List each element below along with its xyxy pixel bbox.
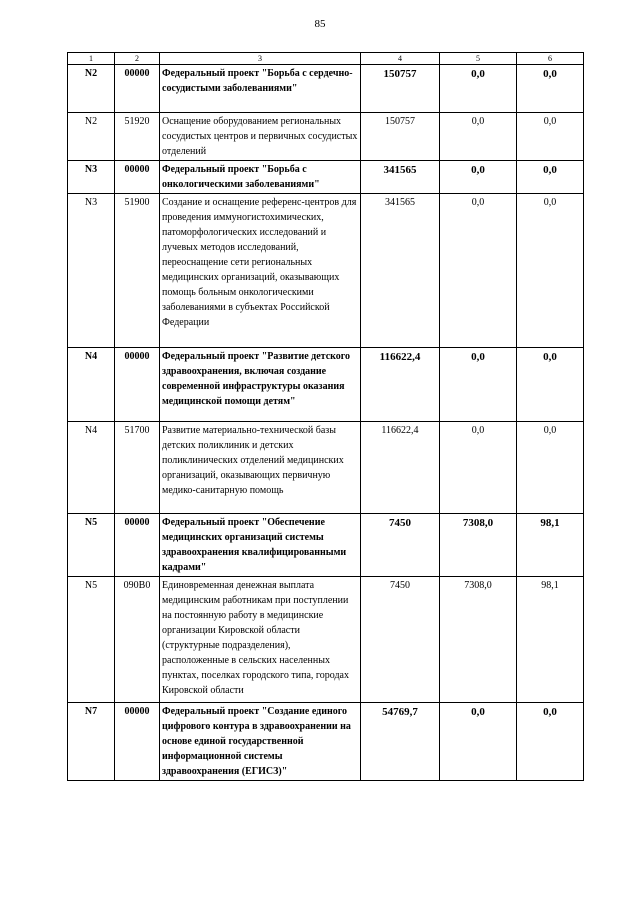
subcode-cell: 51900 <box>115 194 160 348</box>
code-cell: N5 <box>68 514 115 577</box>
code-cell: N7 <box>68 703 115 781</box>
item-row <box>68 577 584 703</box>
column-number: 2 <box>115 53 160 65</box>
name-cell: Единовременная денежная выплата медицинским работникам при поступлении на постоянную работу в медицинские организации Кировской области (структурные подразделения), расположенные в сельских населенных пунктах, поселках городского типа, городах Кировской области <box>160 577 361 703</box>
subcode-cell: 090B0 <box>115 577 160 703</box>
subcode-cell: 00000 <box>115 348 160 422</box>
column-number: 1 <box>68 53 115 65</box>
value-col6: 98,1 <box>517 514 584 577</box>
value-col4: 116622,4 <box>361 348 440 422</box>
project-row <box>68 161 584 194</box>
name-cell: Создание и оснащение референс-центров для проведения иммуногистохимических, патоморфологических исследований и лучевых методов исследований, переоснащение сети региональных медицинских организаций, оказывающих помощь больным онкологическими заболеваниями в субъектах Российской Федерации <box>160 194 361 348</box>
value-col6: 0,0 <box>517 161 584 194</box>
column-number: 5 <box>440 53 517 65</box>
value-col5: 7308,0 <box>440 577 517 703</box>
value-col6: 0,0 <box>517 703 584 781</box>
value-col5: 0,0 <box>440 422 517 514</box>
column-number: 6 <box>517 53 584 65</box>
subcode-cell: 51920 <box>115 113 160 161</box>
item-row <box>68 194 584 348</box>
column-number-row <box>68 53 584 65</box>
name-cell: Федеральный проект "Борьба с сердечно-сосудистыми заболеваниями" <box>160 65 361 113</box>
name-cell: Федеральный проект "Обеспечение медицинских организаций системы здравоохранения квалифицированными кадрами" <box>160 514 361 577</box>
code-cell: N4 <box>68 422 115 514</box>
project-row <box>68 703 584 781</box>
value-col6: 98,1 <box>517 577 584 703</box>
value-col6: 0,0 <box>517 65 584 113</box>
name-cell: Развитие материально-технической базы детских поликлиник и детских поликлинических отделений медицинских организаций, оказывающих первичную медико-санитарную помощь <box>160 422 361 514</box>
name-cell: Федеральный проект "Развитие детского здравоохранения, включая создание современной инфраструктуры оказания медицинской помощи детям" <box>160 348 361 422</box>
value-col5: 0,0 <box>440 703 517 781</box>
code-cell: N5 <box>68 577 115 703</box>
code-cell: N2 <box>68 65 115 113</box>
item-row <box>68 422 584 514</box>
page-number: 85 <box>314 18 326 30</box>
value-col4: 150757 <box>361 65 440 113</box>
project-row <box>68 65 584 113</box>
budget-table <box>67 52 584 781</box>
value-col4: 7450 <box>361 514 440 577</box>
value-col5: 0,0 <box>440 65 517 113</box>
subcode-cell: 00000 <box>115 514 160 577</box>
subcode-cell: 00000 <box>115 65 160 113</box>
name-cell: Оснащение оборудованием региональных сосудистых центров и первичных сосудистых отделений <box>160 113 361 161</box>
code-cell: N2 <box>68 113 115 161</box>
value-col4: 54769,7 <box>361 703 440 781</box>
column-number: 4 <box>361 53 440 65</box>
value-col4: 7450 <box>361 577 440 703</box>
subcode-cell: 51700 <box>115 422 160 514</box>
name-cell: Федеральный проект "Борьба с онкологическими заболеваниями" <box>160 161 361 194</box>
code-cell: N4 <box>68 348 115 422</box>
project-row <box>68 348 584 422</box>
value-col6: 0,0 <box>517 113 584 161</box>
value-col6: 0,0 <box>517 422 584 514</box>
value-col5: 0,0 <box>440 161 517 194</box>
value-col5: 0,0 <box>440 194 517 348</box>
value-col4: 150757 <box>361 113 440 161</box>
value-col6: 0,0 <box>517 348 584 422</box>
value-col4: 341565 <box>361 161 440 194</box>
value-col5: 0,0 <box>440 348 517 422</box>
item-row <box>68 113 584 161</box>
subcode-cell: 00000 <box>115 161 160 194</box>
name-cell: Федеральный проект "Создание единого цифрового контура в здравоохранении на основе единой государственной информационной системы здравоохранения (ЕГИСЗ)" <box>160 703 361 781</box>
code-cell: N3 <box>68 161 115 194</box>
value-col6: 0,0 <box>517 194 584 348</box>
value-col4: 116622,4 <box>361 422 440 514</box>
value-col5: 0,0 <box>440 113 517 161</box>
column-number: 3 <box>160 53 361 65</box>
code-cell: N3 <box>68 194 115 348</box>
value-col4: 341565 <box>361 194 440 348</box>
subcode-cell: 00000 <box>115 703 160 781</box>
project-row <box>68 514 584 577</box>
value-col5: 7308,0 <box>440 514 517 577</box>
